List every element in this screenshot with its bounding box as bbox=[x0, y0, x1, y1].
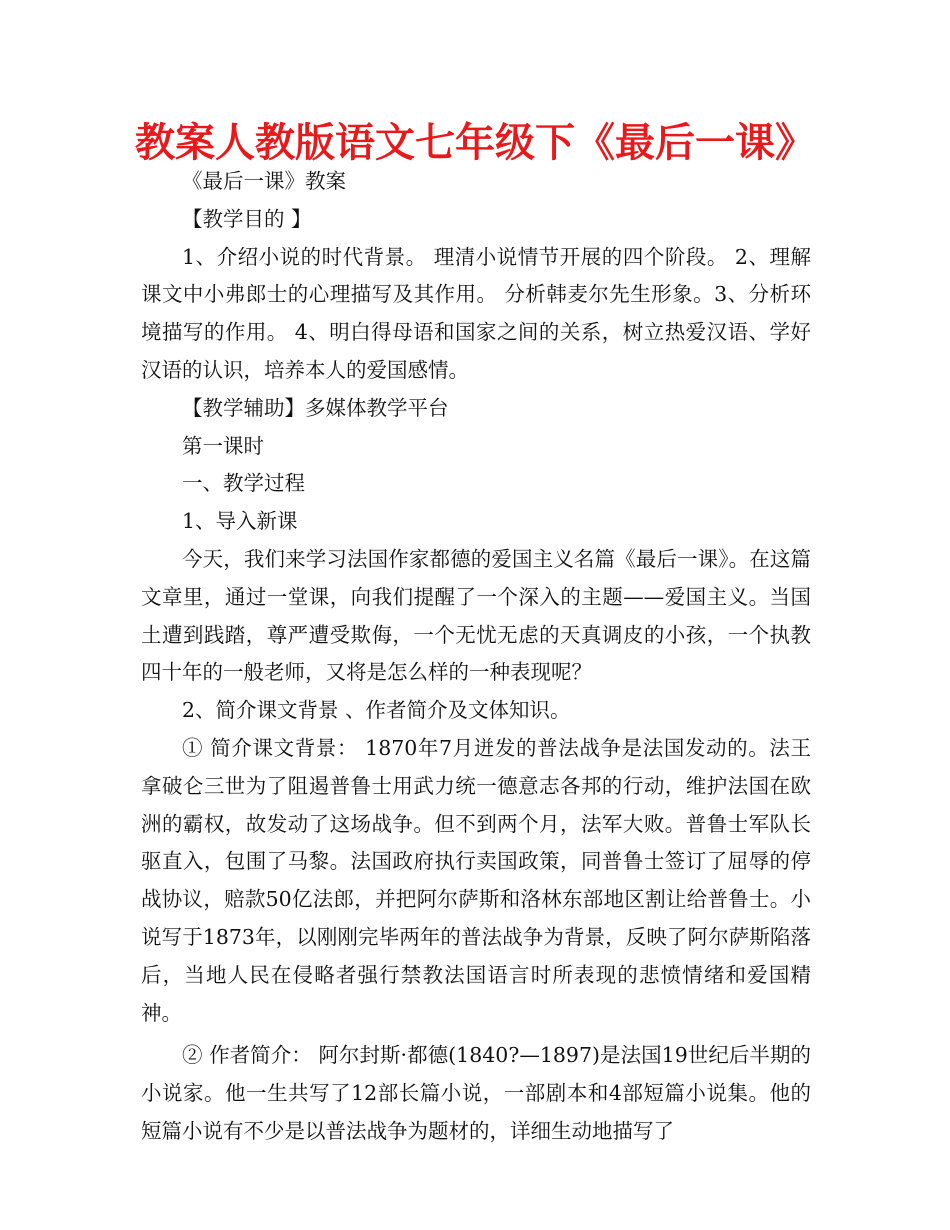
paragraph-first-lesson: 第一课时 bbox=[182, 433, 264, 458]
paragraph-background: ① 简介课文背景： 1870年7月迸发的普法战争是法国发动的。法王拿破仑三世为了阻遏普鲁士用武力统一德意志各邦的行动，维护法国在欧洲的霸权，故发动了这场战争。但不到两个月，法军大败。普鲁士军队长驱直入，包围了马黎。法国政府执行卖国政策，同普鲁士签订了屈辱的停战协议，赔款50亿法郎，并把阿尔萨斯和洛林东部地区割让给普鲁士。小说写于1873年，以刚刚完毕两年的普法战争为背景，反映了阿尔萨斯陷落后，当地人民在侵略者强行禁教法国语言时所表现的悲愤情绪和爱国精神。 bbox=[141, 735, 811, 1025]
paragraph-intro: 今天，我们来学习法国作家都德的爱国主义名篇《最后一课》。在这篇文章里，通过一堂课，向我们提醒了一个深入的主题——爱国主义。当国土遭到践踏，尊严遭受欺侮，一个无忧无虑的天真调皮的小孩，一个执教四十年的一般老师，又将是怎么样的一种表现呢？ bbox=[141, 546, 811, 685]
paragraph-teaching-aids: 【教学辅助】多媒体教学平台 bbox=[182, 395, 449, 420]
paragraph-subtitle: 《最后一课》教案 bbox=[182, 169, 346, 193]
paragraph-background-heading: 2、简介课文背景 、作者简介及文体知识。 bbox=[182, 698, 571, 723]
paragraph-process-heading: 一、教学过程 bbox=[182, 471, 305, 496]
paragraph-author: ② 作者简介： 阿尔封斯·都德(1840?—1897)是法国19世纪后半期的小说家。他一生共写了12部长篇小说，一部剧本和4部短篇小说集。他的短篇小说有不少是以普法战争为题材的，详细生动地描写了 bbox=[141, 1043, 811, 1143]
document-body bbox=[141, 163, 811, 1151]
document-title: 教案人教版语文七年级下《最后一课》 bbox=[135, 120, 815, 166]
paragraph-objectives: 1、介绍小说的时代背景。 理清小说情节开展的四个阶段。 2、理解课文中小弗郎士的心理描写及其作用。 分析韩麦尔先生形象。3、分析环境描写的作用。 4、明白得母语和国家之间的关系，树立热爱汉语、学好汉语的认识，培养本人的爱国感情。 bbox=[141, 244, 811, 382]
paragraph-objectives-heading: 【教学目的 】 bbox=[182, 206, 312, 231]
paragraph-intro-heading: 1、导入新课 bbox=[182, 509, 298, 534]
